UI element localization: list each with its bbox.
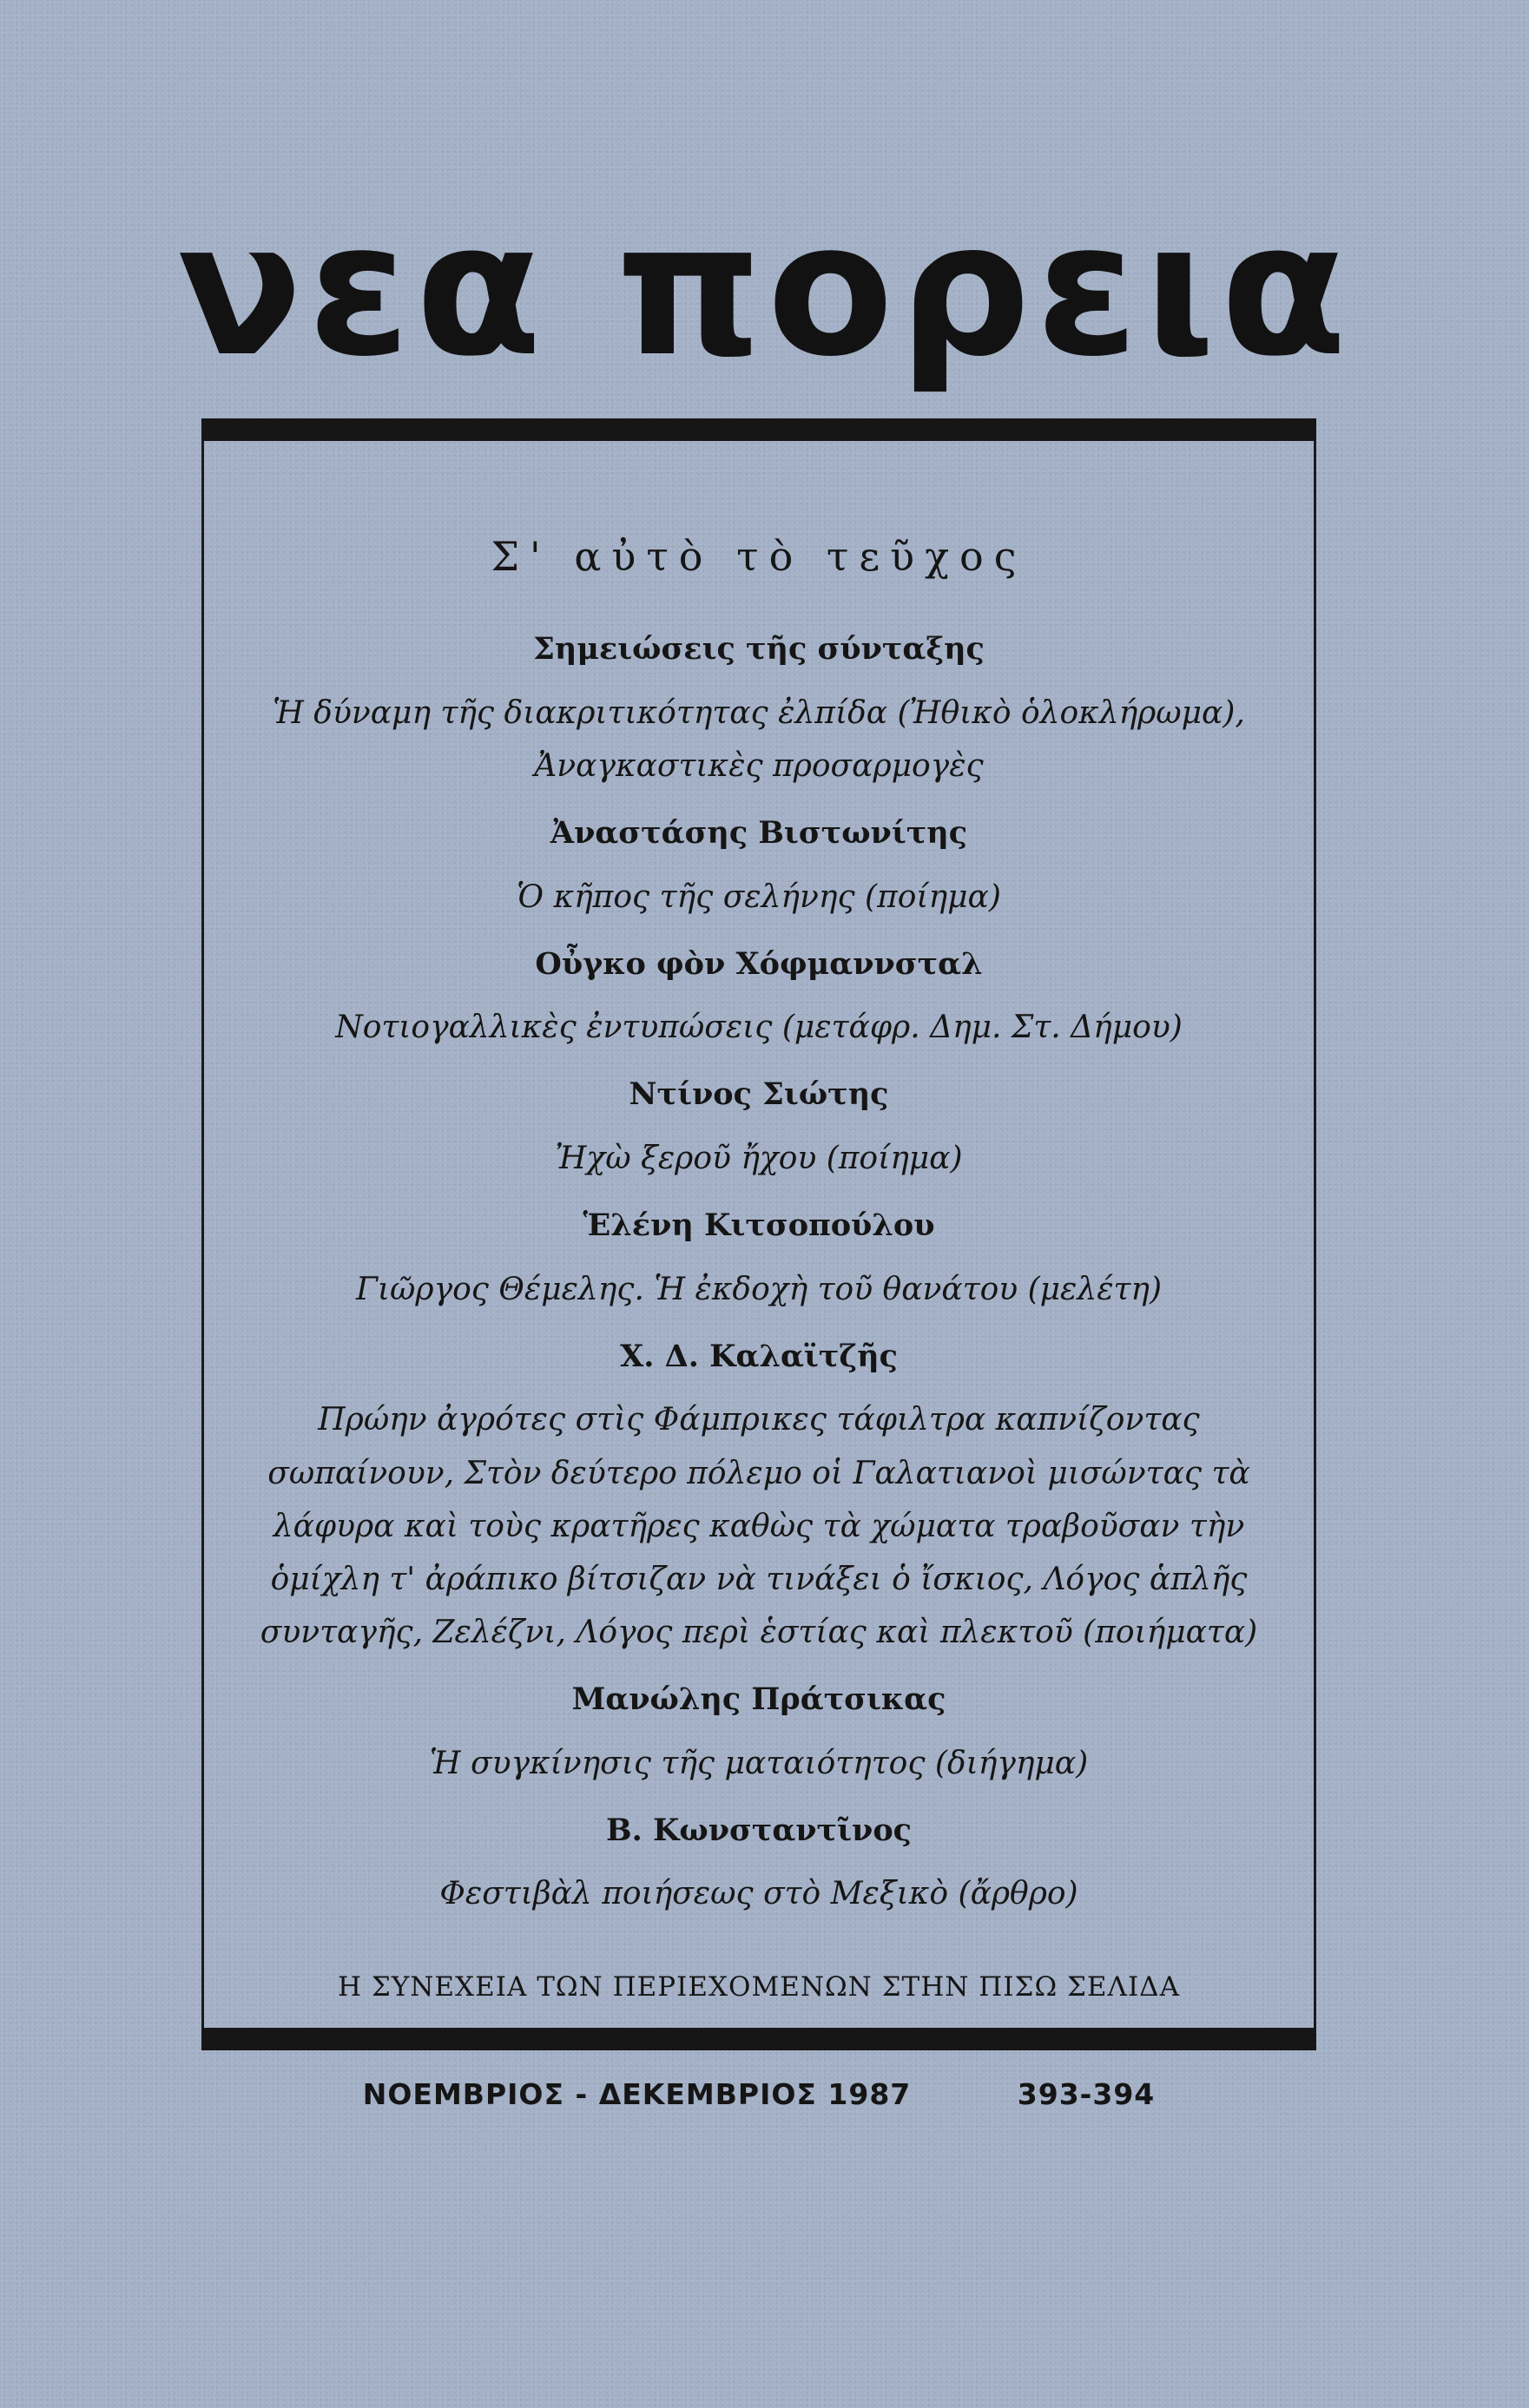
issue-date: ΝΟΕΜΒΡΙΟΣ - ΔΕΚΕΜΒΡΙΟΣ 1987: [362, 2076, 912, 2111]
entry-author: Μανώλης Πράτσικας: [571, 1681, 946, 1718]
entry-author: Χ. Δ. Καλαϊτζῆς: [620, 1338, 898, 1374]
issue-heading: Σ' αὐτὸ τὸ τεῦχος: [491, 533, 1027, 580]
entry-work: Πρώην ἀγρότες στὶς Φάμπρικες τάφιλτρα καπνίζοντας σωπαίνουν, Στὸν δεύτερο πόλεμο οἱ Γαλατιανοὶ μισώντας τὰ λάφυρα καὶ τοὺς κρατῆρες καθὼς τὰ χώματα τραβοῦσαν τὴν ὁμίχλη τ' ἀράπικο βίτσιζαν νὰ τινάξει ὁ ἴσκιος, Λόγος ἁπλῆς συνταγῆς, Ζελέζνι, Λόγος περὶ ἑστίας καὶ πλεκτοῦ (ποιήματα): [260, 1402, 1258, 1651]
contents-entry: [204, 944, 1314, 1055]
table-of-contents: [204, 533, 1314, 2111]
continuation-note: Η ΣΥΝΕΧΕΙΑ ΤΩΝ ΠΕΡΙΕΧΟΜΕΝΩΝ ΣΤΗΝ ΠΙΣΩ ΣΕΛΙΔΑ: [338, 1970, 1180, 2003]
contents-entry: [204, 629, 1314, 793]
bottom-rule: [201, 2028, 1316, 2050]
top-rule: [201, 418, 1316, 441]
issue-footer: [204, 2077, 1314, 2111]
entry-author: Ἀναστάσης Βιστωνίτης: [550, 815, 968, 852]
contents-frame: [201, 418, 1316, 2111]
magazine-title: νεα πορεια: [176, 182, 1353, 397]
contents-entry: [204, 1337, 1314, 1659]
entry-work: Φεστιβὰλ ποιήσεως στὸ Μεξικὸ (ἄρθρο): [439, 1876, 1078, 1912]
contents-entry: [204, 1206, 1314, 1316]
entry-work: Ἡ συγκίνησις τῆς ματαιότητος (διήγημα): [429, 1745, 1089, 1781]
entry-author: Β. Κωνσταντῖνος: [606, 1812, 912, 1848]
entry-work: Νοτιογαλλικὲς ἐντυπώσεις (μετάφρ. Δημ. Στ. Δήμου): [335, 1010, 1183, 1046]
entry-author: Ἑλένη Κιτσοπούλου: [583, 1207, 935, 1244]
entry-work: Γιῶργος Θέμελης. Ἡ ἐκδοχὴ τοῦ θανάτου (μελέτη): [355, 1271, 1163, 1307]
contents-entry: [204, 1680, 1314, 1790]
entry-author: Ντίνος Σιώτης: [629, 1076, 889, 1113]
contents-entry: [204, 1811, 1314, 1921]
entry-work: Ἠχὼ ξεροῦ ἤχου (ποίημα): [555, 1140, 963, 1176]
contents-entry: [204, 813, 1314, 924]
entry-author: Οὖγκο φὸν Χόφμαννσταλ: [535, 945, 983, 982]
contents-entry: [204, 1075, 1314, 1185]
entry-work: Ὁ κῆπος τῆς σελήνης (ποίημα): [517, 878, 1001, 915]
entry-work: Ἡ δύναμη τῆς διακριτικότητας ἐλπίδα (Ἠθικὸ ὁλοκλήρωμα), Ἀναγκαστικὲς προσαρμογὲς: [273, 694, 1245, 784]
issue-number: 393-394: [1017, 2076, 1156, 2111]
entry-author: Σημειώσεις τῆς σύνταξης: [533, 631, 985, 668]
